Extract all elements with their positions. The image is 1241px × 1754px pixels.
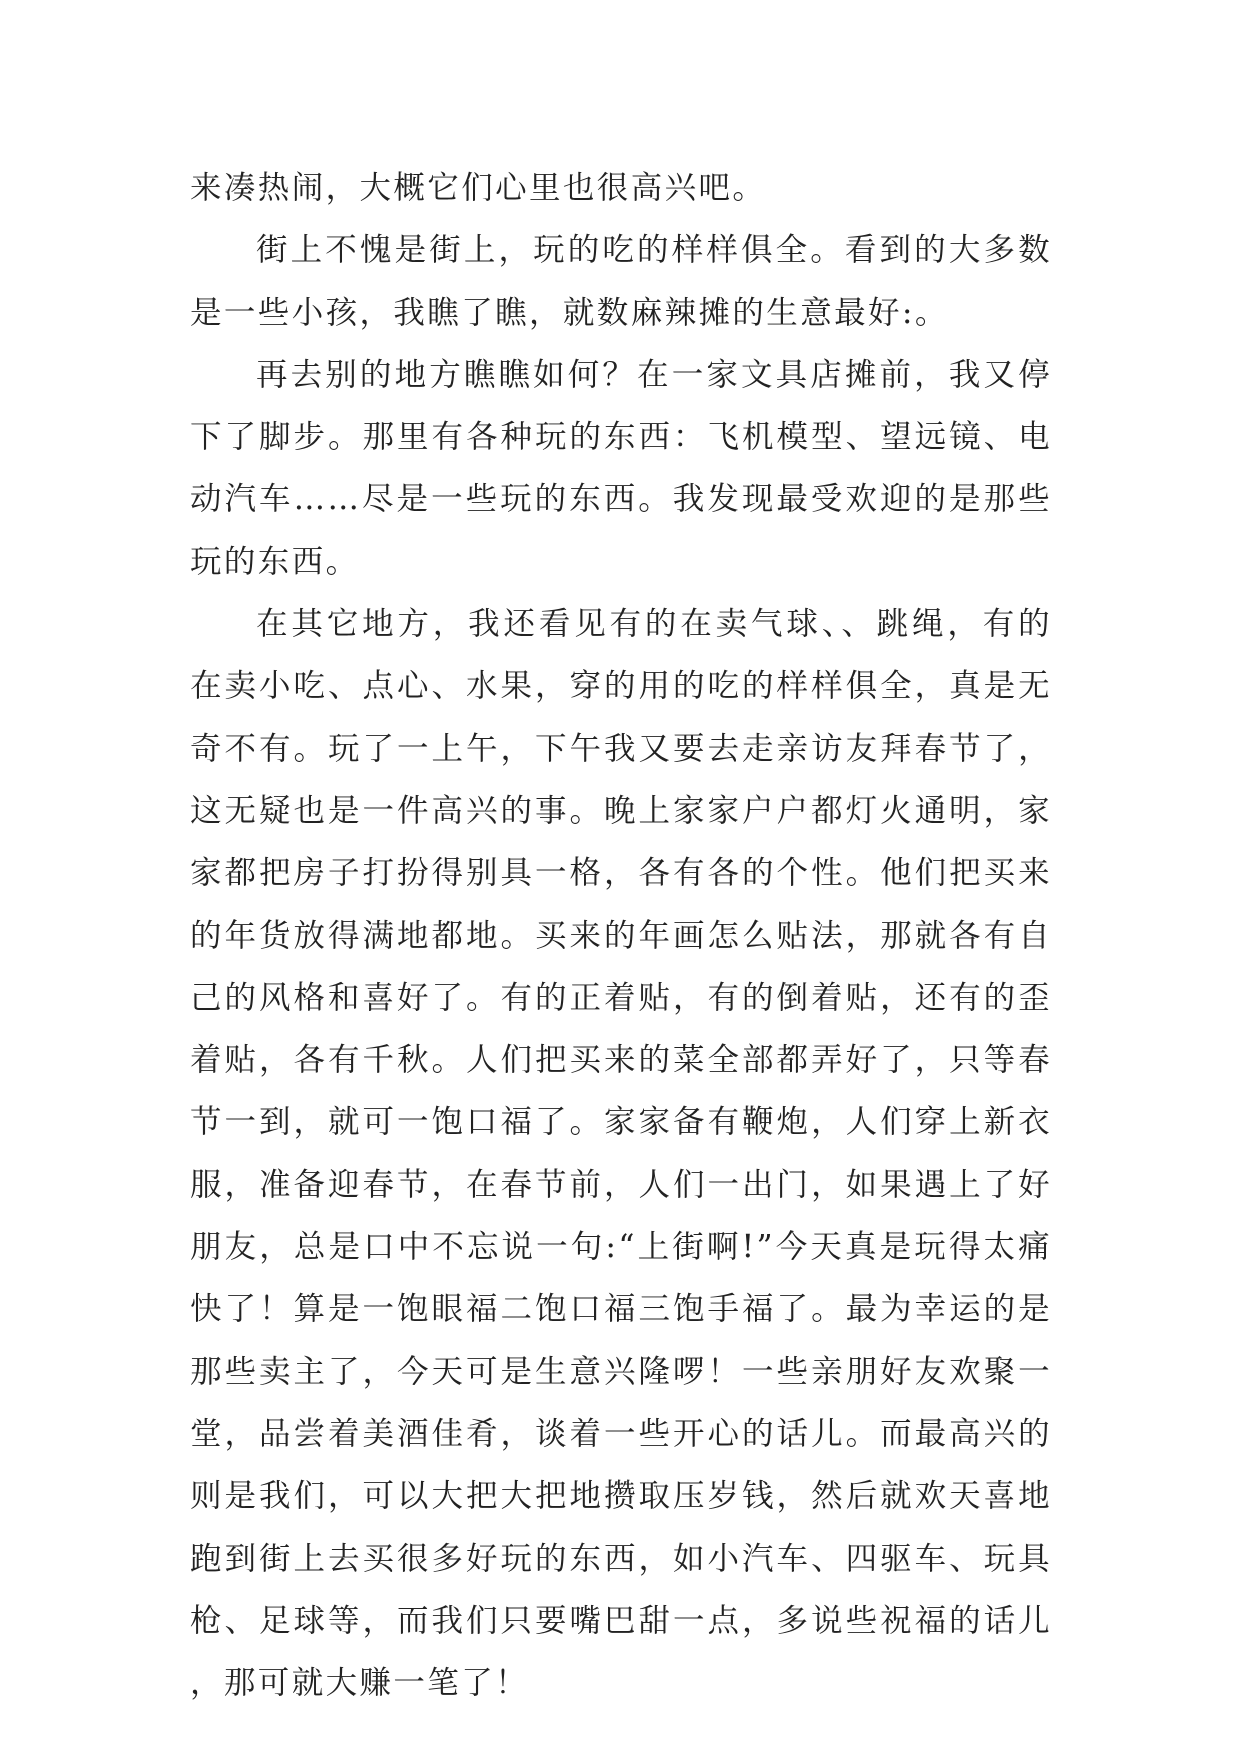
paragraph-street: 街上不愧是街上，玩的吃的样样俱全。看到的大多数是一些小孩，我瞧了瞧，就数麻辣摊的生意最好:。 <box>190 232 1052 331</box>
document-body <box>190 157 1052 1714</box>
paragraph-continuation: 来凑热闹，大概它们心里也很高兴吧。 <box>190 170 767 206</box>
paragraph-spring-festival: 在其它地方，我还看见有的在卖气球、、跳绳，有的在卖小吃、点心、水果，穿的用的吃的样样俱全，真是无奇不有。玩了一上午，下午我又要去走亲访友拜春节了，这无疑也是一件高兴的事。晚上家家户户都灯火通明，家家都把房子打扮得别具一格，各有各的个性。他们把买来的年货放得满地都地。买来的年画怎么贴法，那就各有自己的风格和喜好了。有的正着贴，有的倒着贴，还有的歪着贴，各有千秋。人们把买来的菜全部都弄好了，只等春节一到，就可一饱口福了。家家备有鞭炮，人们穿上新衣服，准备迎春节，在春节前，人们一出门，如果遇上了好朋友，总是口中不忘说一句:“上街啊!”今天真是玩得太痛快了！算是一饱眼福二饱口福三饱手福了。最为幸运的是那些卖主了，今天可是生意兴隆啰！一些亲朋好友欢聚一堂，品尝着美酒佳肴，谈着一些开心的话儿。而最高兴的则是我们，可以大把大把地攒取压岁钱，然后就欢天喜地跑到街上去买很多好玩的东西，如小汽车、四驱车、玩具枪、足球等，而我们只要嘴巴甜一点，多说些祝福的话儿，那可就大赚一笔了！ <box>190 606 1052 1702</box>
paragraph-stationery-shop: 再去别的地方瞧瞧如何？在一家文具店摊前，我又停下了脚步。那里有各种玩的东西：飞机模型、望远镜、电动汽车……尽是一些玩的东西。我发现最受欢迎的是那些玩的东西。 <box>190 356 1052 580</box>
